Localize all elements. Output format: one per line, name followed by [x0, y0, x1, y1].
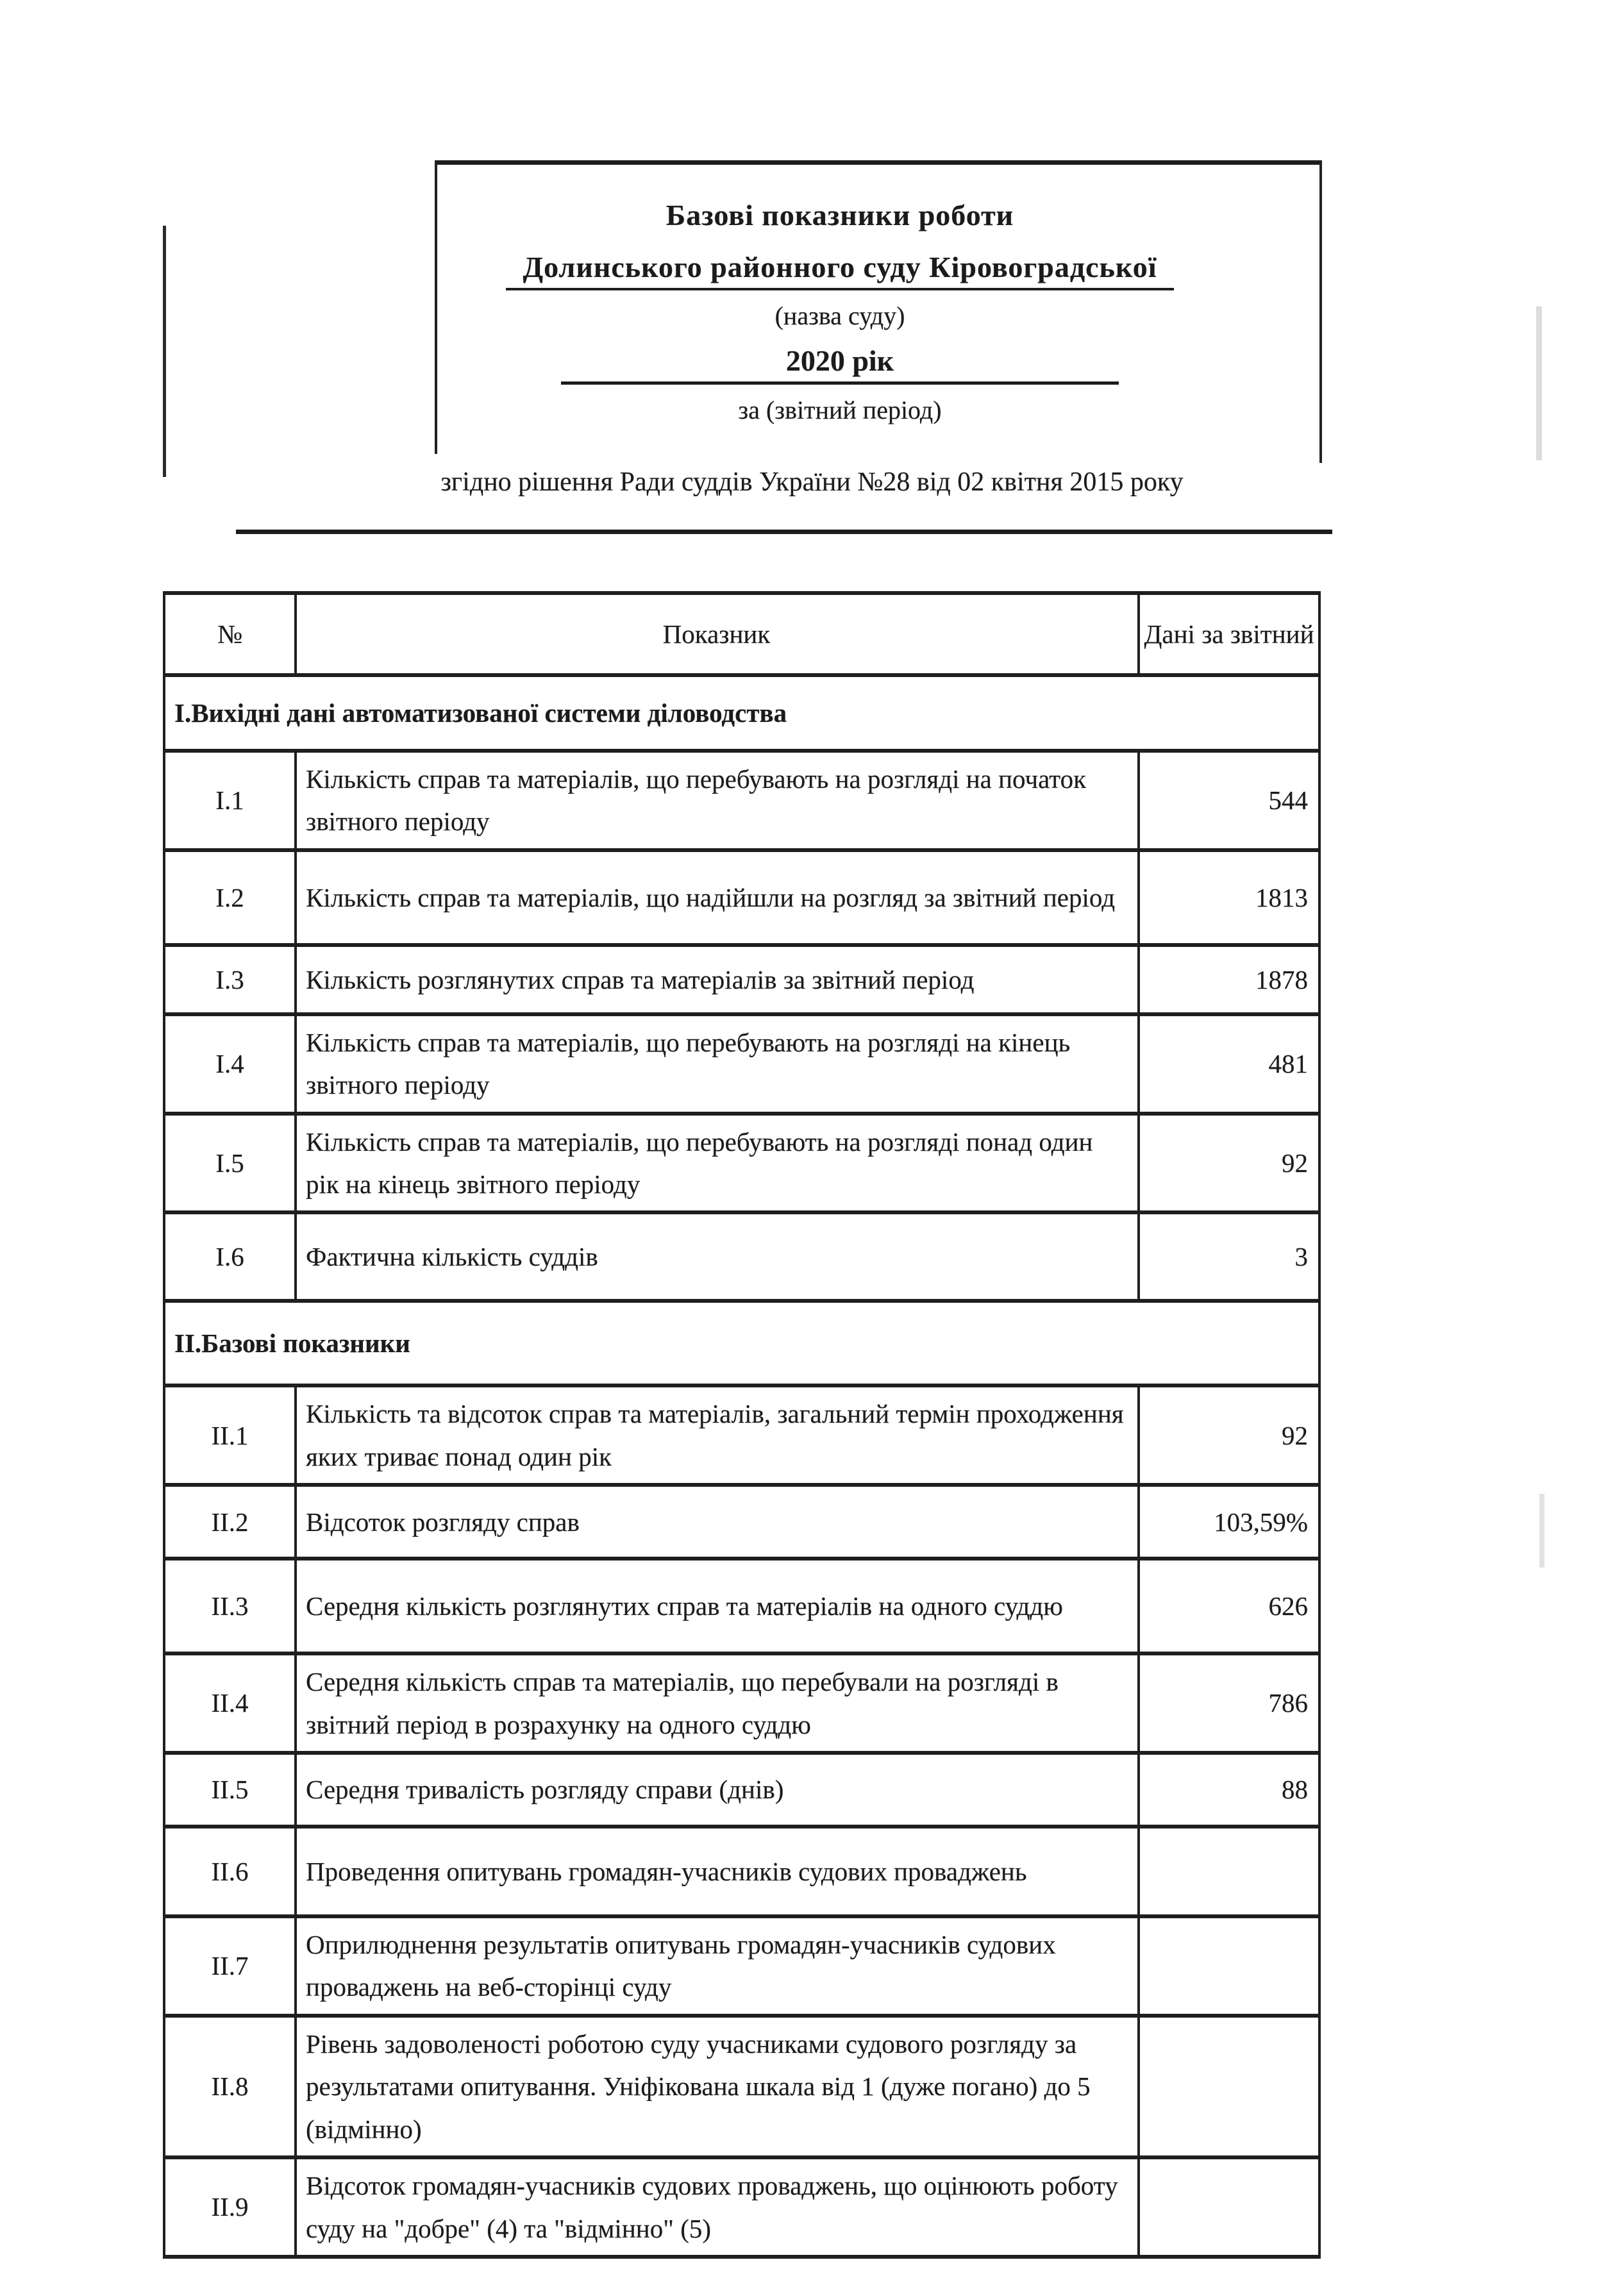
row-number: II.9	[164, 2157, 296, 2257]
row-value	[1139, 1827, 1319, 1916]
row-indicator: Середня кількість справ та матеріалів, що перебували на розгляді в звітний період в розрахунку на одного суддю	[296, 1653, 1139, 1753]
header-box-bottom-rule	[236, 530, 1332, 534]
row-number: II.4	[164, 1653, 296, 1753]
row-value: 92	[1139, 1385, 1319, 1485]
row-number: II.8	[164, 2016, 296, 2157]
row-indicator: Кількість справ та матеріалів, що перебувають на розгляді понад один рік на кінець звітного періоду	[296, 1114, 1139, 1213]
table-row	[164, 2016, 1319, 2157]
report-header	[437, 165, 1319, 425]
row-value: 103,59%	[1139, 1485, 1319, 1559]
scan-margin-mark	[163, 226, 166, 477]
table-row	[164, 1385, 1319, 1485]
section-title-2: II.Базові показники	[164, 1301, 1319, 1385]
row-indicator: Кількість та відсоток справ та матеріалів, загальний термін проходження яких триває понад один рік	[296, 1385, 1139, 1485]
row-indicator: Середня кількість розглянутих справ та матеріалів на одного суддю	[296, 1559, 1139, 1653]
decision-reference: згідно рішення Ради суддів України №28 від 02 квітня 2015 року	[440, 467, 1184, 497]
row-number: II.6	[164, 1827, 296, 1916]
section-row	[164, 675, 1319, 751]
row-value: 1878	[1139, 945, 1319, 1014]
row-value: 786	[1139, 1653, 1319, 1753]
row-number: II.7	[164, 1916, 296, 2016]
row-number: I.6	[164, 1212, 296, 1301]
report-year-underline	[561, 381, 1119, 385]
table-row	[164, 1114, 1319, 1213]
table-row	[164, 1753, 1319, 1827]
row-indicator: Кількість справ та матеріалів, що перебувають на розгляді на початок звітного періоду	[296, 751, 1139, 850]
row-value: 3	[1139, 1212, 1319, 1301]
header-box-right-rule	[1319, 160, 1322, 463]
report-title: Базові показники роботи	[666, 199, 1014, 231]
table-row	[164, 1827, 1319, 1916]
row-number: I.1	[164, 751, 296, 850]
row-number: I.4	[164, 1014, 296, 1114]
table-row	[164, 1212, 1319, 1301]
scan-streak	[1536, 306, 1542, 460]
row-indicator: Рівень задоволеності роботою суду учасниками судового розгляду за результатами опитування. Уніфікована шкала від 1 (дуже погано) до 5 (відмінно)	[296, 2016, 1139, 2157]
row-value: 544	[1139, 751, 1319, 850]
row-number: II.3	[164, 1559, 296, 1653]
row-indicator: Середня тривалість розгляду справи (днів)	[296, 1753, 1139, 1827]
table-row	[164, 2157, 1319, 2257]
row-number: I.5	[164, 1114, 296, 1213]
row-number: II.1	[164, 1385, 296, 1485]
row-indicator: Оприлюднення результатів опитувань громадян-учасників судових проваджень на веб-сторінці суду	[296, 1916, 1139, 2016]
row-indicator: Проведення опитувань громадян-учасників судових проваджень	[296, 1827, 1139, 1916]
row-value	[1139, 2016, 1319, 2157]
table-row	[164, 751, 1319, 850]
report-period-caption: за (звітний період)	[738, 396, 942, 424]
header-box-top-rule	[435, 160, 1322, 165]
row-value: 88	[1139, 1753, 1319, 1827]
row-number: I.3	[164, 945, 296, 1014]
row-value: 1813	[1139, 850, 1319, 945]
row-number: II.5	[164, 1753, 296, 1827]
scan-streak	[1539, 1494, 1544, 1568]
report-year: 2020 рік	[785, 344, 894, 377]
row-indicator: Відсоток розгляду справ	[296, 1485, 1139, 1559]
table-row	[164, 1014, 1319, 1114]
row-value	[1139, 1916, 1319, 2016]
row-indicator: Відсоток громадян-учасників судових проваджень, що оцінюють роботу суду на "добре" (4) та "відмінно" (5)	[296, 2157, 1139, 2257]
section-title-1: I.Вихідні дані автоматизованої системи діловодства	[164, 675, 1319, 751]
table-row	[164, 1559, 1319, 1653]
row-value	[1139, 2157, 1319, 2257]
table-header-row	[164, 593, 1319, 675]
row-value: 92	[1139, 1114, 1319, 1213]
table-row	[164, 1653, 1319, 1753]
table-row	[164, 1485, 1319, 1559]
row-number: I.2	[164, 850, 296, 945]
column-header-number: №	[164, 593, 296, 675]
section-row	[164, 1301, 1319, 1385]
row-value: 626	[1139, 1559, 1319, 1653]
row-value: 481	[1139, 1014, 1319, 1114]
row-indicator: Кількість справ та матеріалів, що перебувають на розгляді на кінець звітного періоду	[296, 1014, 1139, 1114]
table-row	[164, 1916, 1319, 2016]
row-indicator: Кількість розглянутих справ та матеріалів за звітний період	[296, 945, 1139, 1014]
row-indicator: Фактична кількість суддів	[296, 1212, 1139, 1301]
table-row	[164, 945, 1319, 1014]
table-row	[164, 850, 1319, 945]
indicators-table	[163, 591, 1321, 2259]
court-name: Долинського районного суду Кіровоградської	[506, 250, 1173, 290]
court-name-caption: (назва суду)	[774, 301, 905, 330]
column-header-value: Дані за звітний	[1139, 593, 1319, 675]
row-number: II.2	[164, 1485, 296, 1559]
row-indicator: Кількість справ та матеріалів, що надійшли на розгляд за звітний період	[296, 850, 1139, 945]
column-header-indicator: Показник	[296, 593, 1139, 675]
